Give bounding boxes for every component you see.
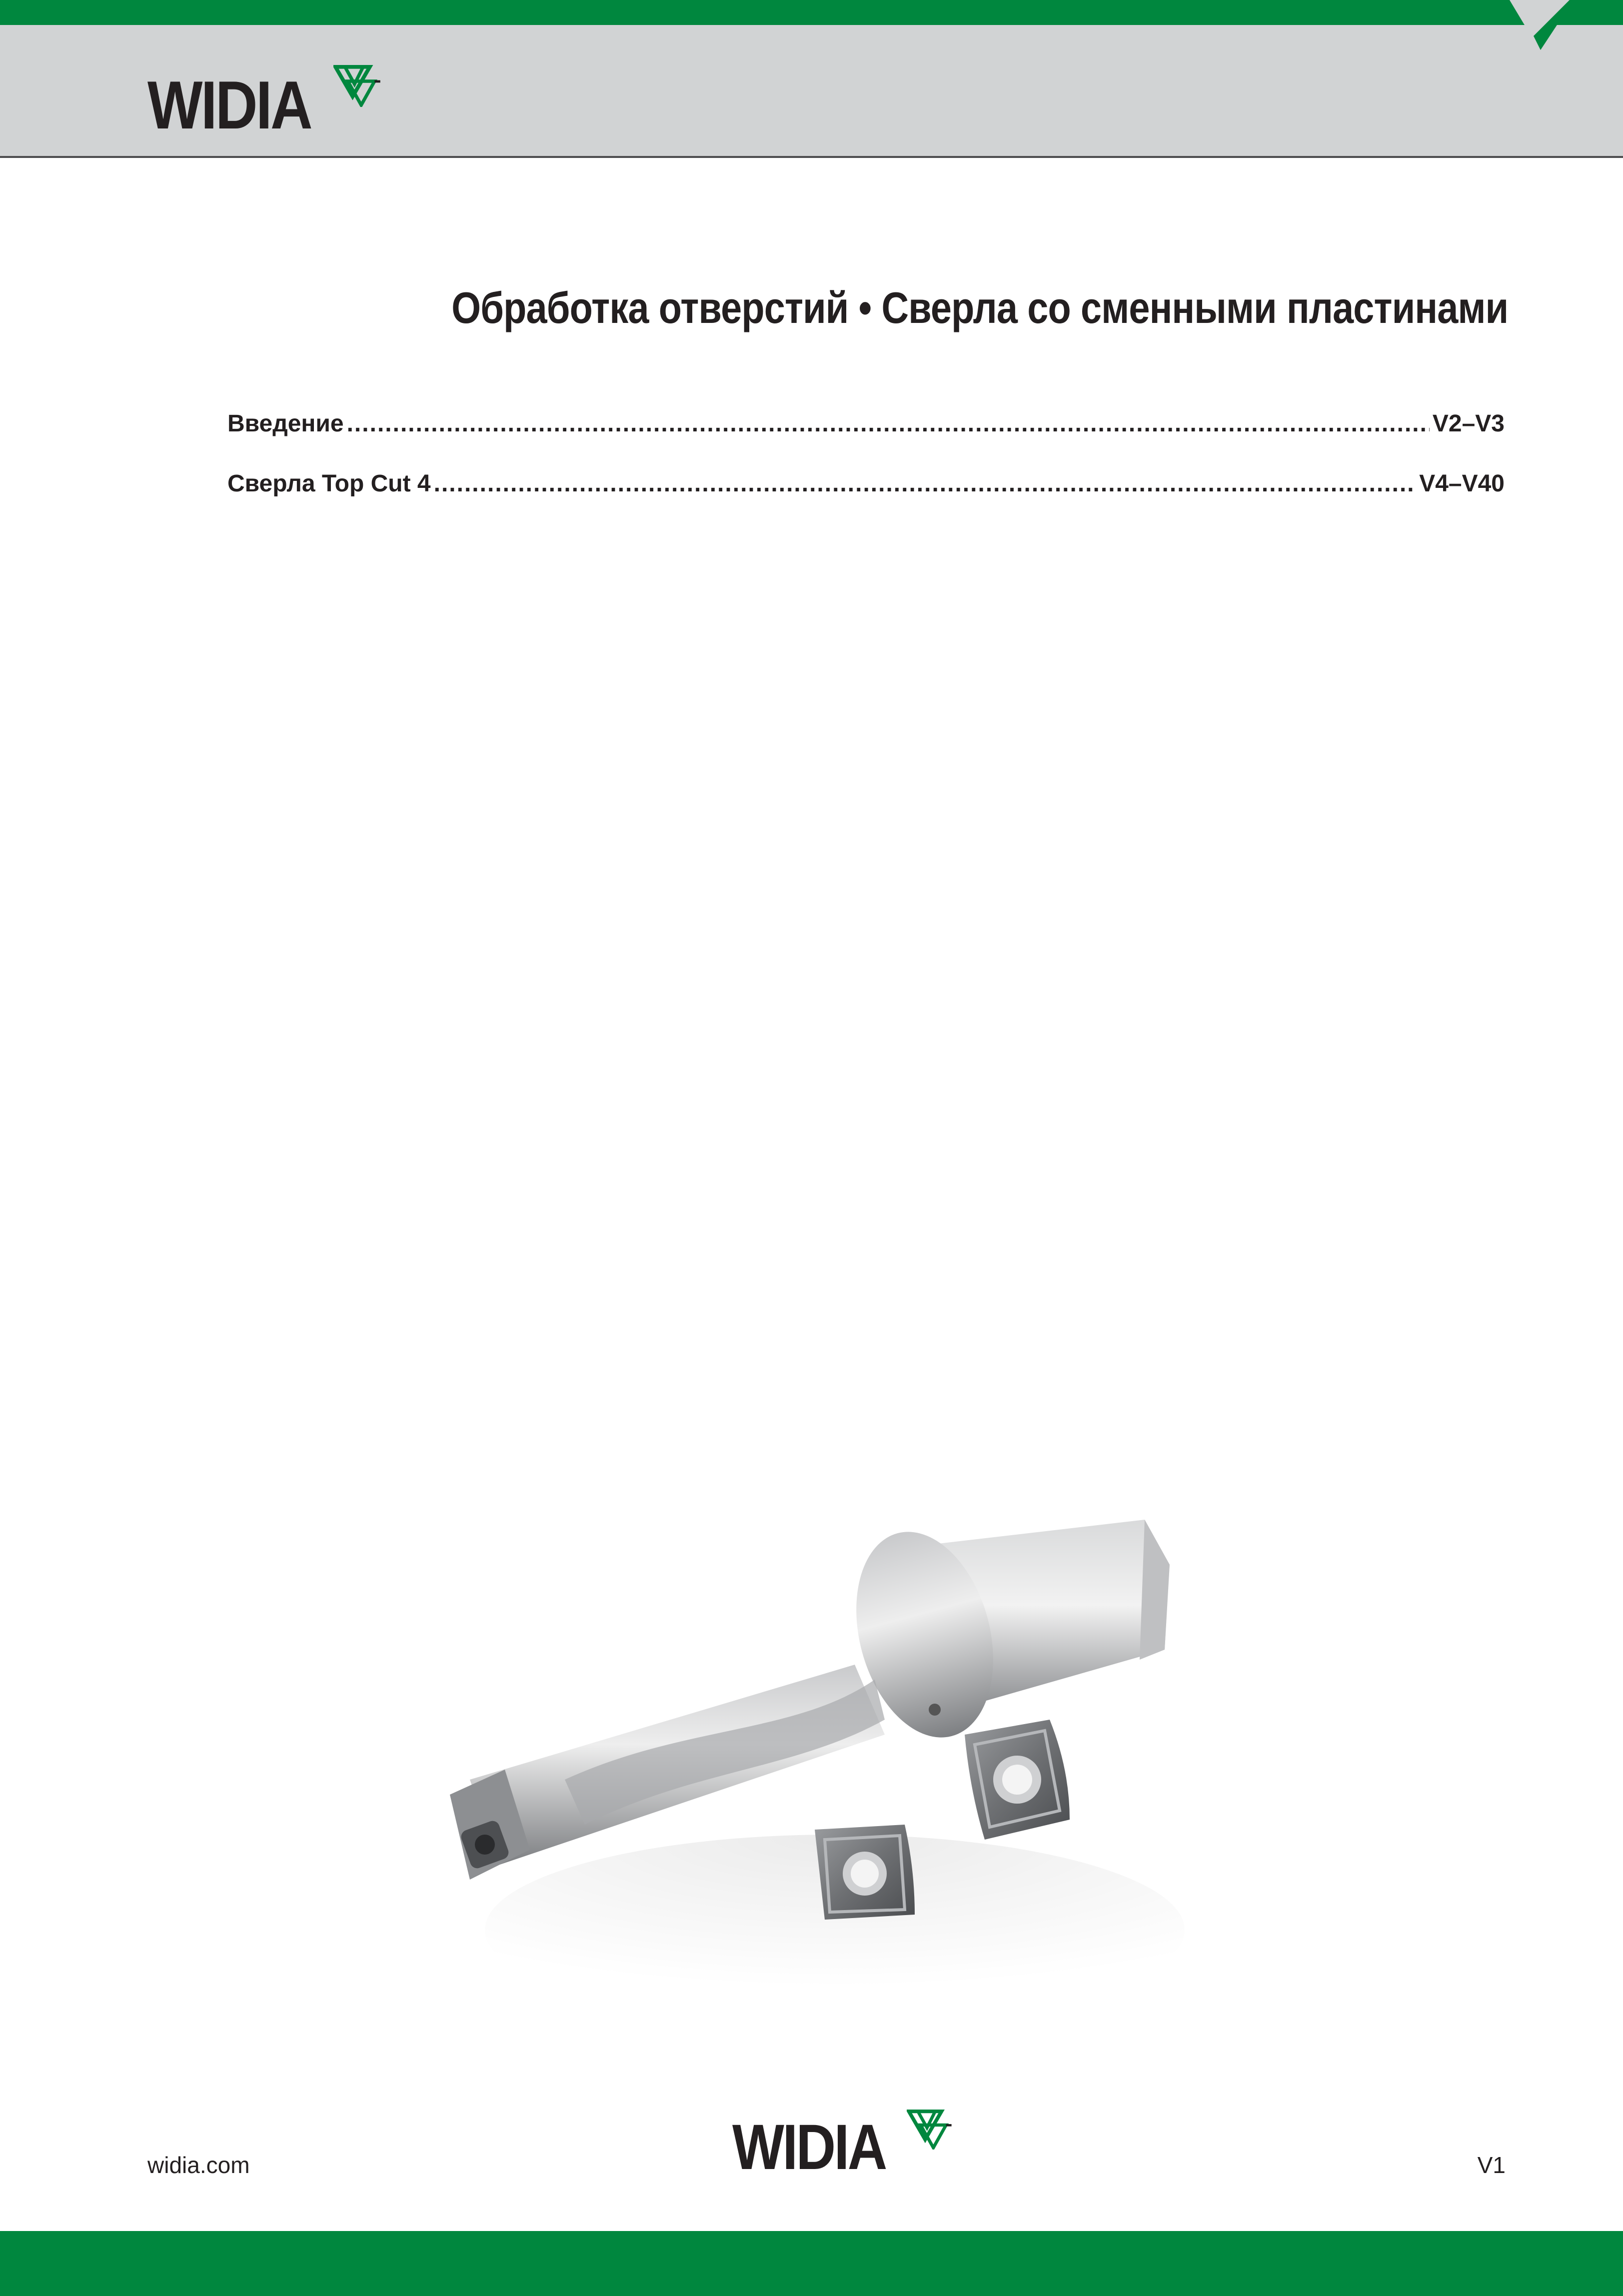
insert-right	[965, 1720, 1070, 1840]
footer-logo-text: WIDIA	[732, 2112, 886, 2183]
toc-entry-label: Введение	[227, 410, 344, 437]
table-of-contents	[227, 410, 1505, 530]
footer-logo	[732, 2110, 953, 2183]
bottom-brand-stripe	[0, 2231, 1623, 2296]
toc-entry-pages: V2–V3	[1432, 410, 1505, 437]
footer-website-link[interactable]: widia.com	[147, 2152, 250, 2178]
header-logo-text: WIDIA	[147, 67, 311, 143]
top-brand-stripe	[0, 0, 1623, 25]
insert-left	[815, 1825, 915, 1920]
toc-dot-leader	[434, 470, 1417, 497]
widia-triangle-logo-icon	[907, 2110, 953, 2150]
toc-entry-pages: V4–V40	[1419, 470, 1505, 497]
widia-triangle-logo-icon	[333, 65, 381, 107]
toc-entry-label: Сверла Top Cut 4	[227, 470, 431, 497]
header-logo	[147, 65, 381, 143]
page-number: V1	[1477, 2152, 1506, 2178]
indexable-drill-photo	[435, 1500, 1235, 2050]
toc-entry-introduction[interactable]	[227, 410, 1505, 470]
toc-entry-top-cut-4[interactable]	[227, 470, 1505, 530]
toc-dot-leader	[347, 410, 1430, 437]
corner-notch-icon	[1510, 0, 1570, 55]
page-title: Обработка отверстий • Сверла со сменными пластинами	[451, 283, 1509, 332]
